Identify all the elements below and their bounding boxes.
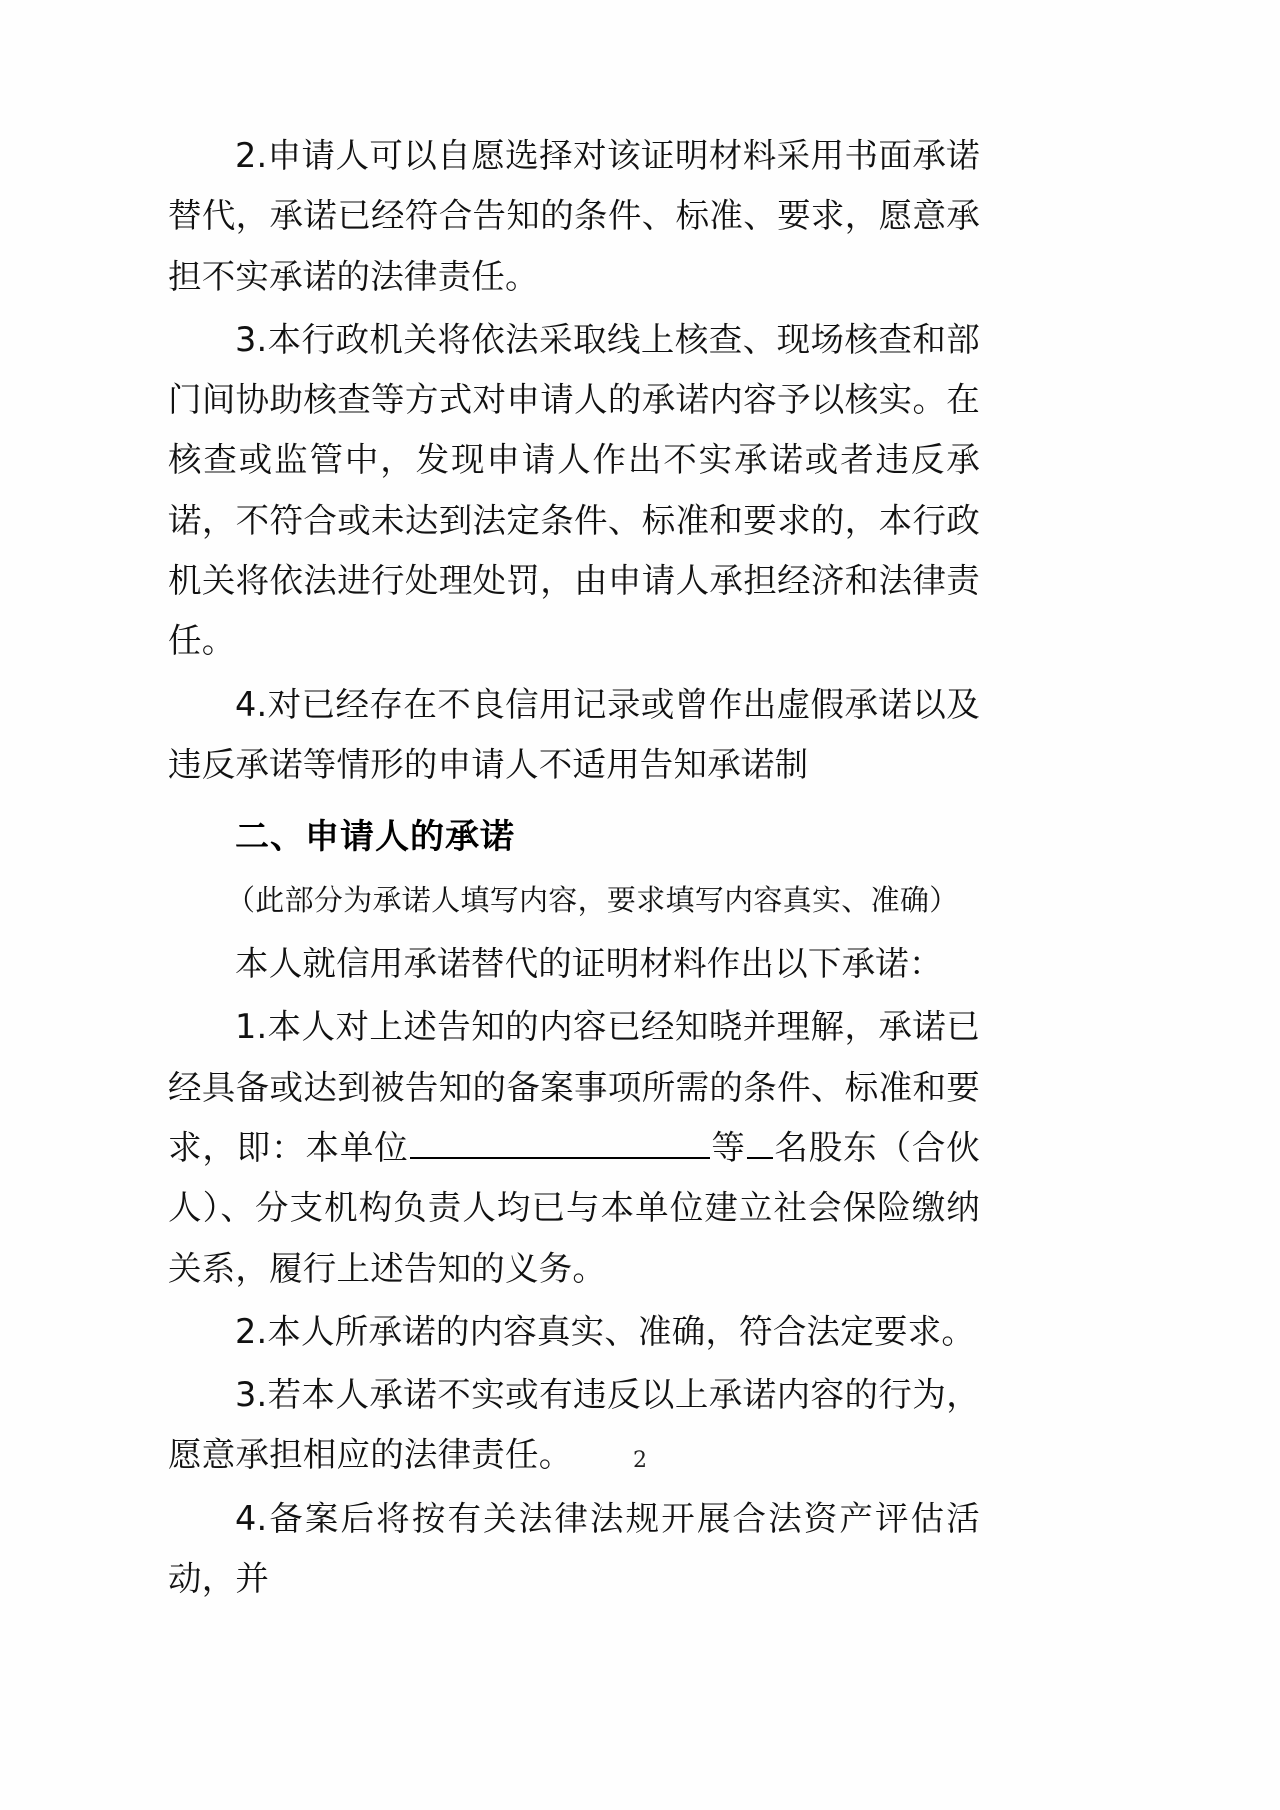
commitment-text-run: 1.本人对上述告知的内容已经知晓并理解，承诺已经具备或达到被告知的备案事项所需的条件、标准和要求，即：本单位 (168, 1007, 980, 1167)
section-instruction-note: （此部分为承诺人填写内容，要求填写内容真实、准确） (226, 883, 959, 918)
paragraph-notice-item-2: 2.申请人可以自愿选择对该证明材料采用书面承诺替代，承诺已经符合告知的条件、标准、要求，愿意承担不实承诺的法律责任。 (168, 136, 980, 296)
commitment-text-run: 名股东（合伙人）、分支机构负责人均已与本单位建立社会保险缴纳关系，履行上述告知的义务。 (168, 1127, 980, 1288)
paragraph-commitment-item-1 (168, 997, 980, 1298)
fill-in-blank-count[interactable] (747, 1122, 773, 1159)
page-number: 2 (633, 1448, 647, 1473)
commitment-text-run: 等 (710, 1127, 746, 1167)
paragraph-notice-item-4: 4.对已经存在不良信用记录或曾作出虚假承诺以及违反承诺等情形的申请人不适用告知承诺制 (168, 684, 980, 784)
paragraph-commitment-item-4: 4.备案后将按有关法律法规开展合法资产评估活动，并 (168, 1498, 980, 1599)
paragraph-commitment-lead: 本人就信用承诺替代的证明材料作出以下承诺： (235, 944, 943, 984)
paragraph-commitment-item-2: 2.本人所承诺的内容真实、准确，符合法定要求。 (235, 1311, 976, 1351)
section-heading-applicant-commitment: 二、申请人的承诺 (235, 817, 515, 858)
paragraph-notice-item-3: 3.本行政机关将依法采取线上核查、现场核查和部门间协助核查等方式对申请人的承诺内容予以核实。在核查或监管中，发现申请人作出不实承诺或者违反承诺，不符合或未达到法定条件、标准和要求的，本行政机关将依法进行处理处罚，由申请人承担经济和法律责任。 (168, 319, 980, 661)
document-body (168, 126, 980, 1612)
paragraph-commitment-item-3: 3.若本人承诺不实或有违反以上承诺内容的行为，愿意承担相应的法律责任。 (168, 1375, 980, 1475)
fill-in-blank-unit-name[interactable] (410, 1122, 710, 1159)
